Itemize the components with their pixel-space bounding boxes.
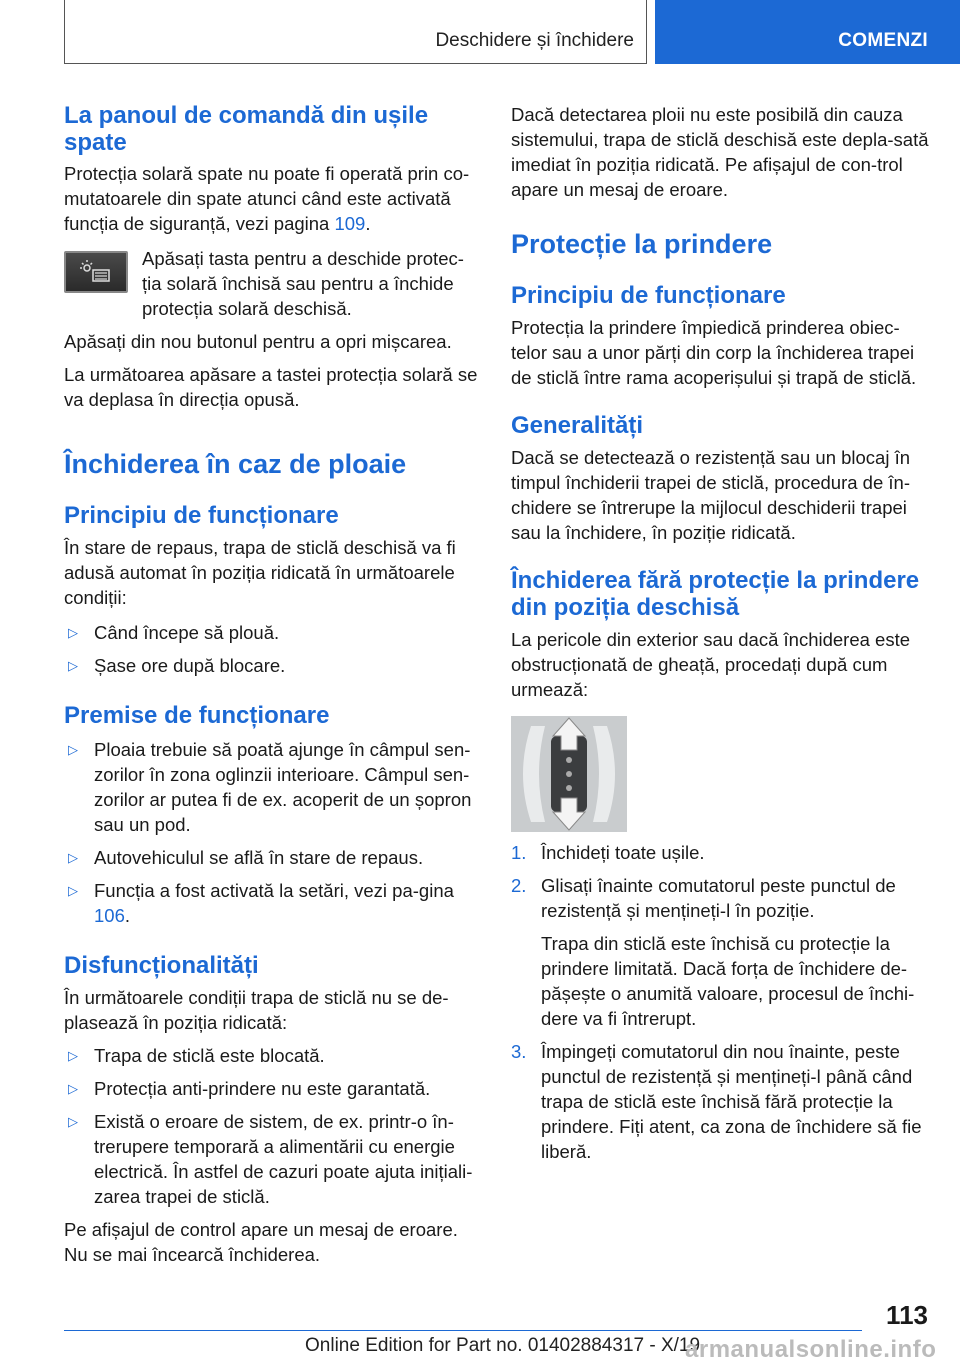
header-section-box <box>64 0 647 64</box>
page-number: 113 <box>886 1300 928 1330</box>
heading-malfunctions: Disfuncționalități <box>64 952 259 979</box>
paragraph-closing-without-protection: La pericole din exterior sau dacă închiderea este obstrucționată de gheață, procedați după cum urmează: <box>511 629 911 700</box>
heading-principle: Principiu de funcționare <box>511 282 786 309</box>
header-category-tab <box>655 0 960 64</box>
list-item: ▷ Șase ore după blocare. <box>68 655 286 676</box>
paragraph-rain-detection: Dacă detectarea ploii nu este posibilă din cauza sistemului, trapa de sticlă deschisă este depla-sată imediat în poziția ridicată. Pe afișajul de con-trol apare un mesaj de eroare. <box>511 104 929 200</box>
page-link-106[interactable]: 106 <box>94 905 125 926</box>
list-item: ▷ Funcția a fost activată la setări, vezi pa-gina 106. <box>68 880 454 926</box>
heading-prerequisites: Premise de funcționare <box>64 702 330 729</box>
left-column <box>64 102 480 1267</box>
step-1: 1. Închideți toate ușile. <box>511 842 705 863</box>
step-3: 3. Împingeți comutatorul din nou înainte, peste punctul de rezistență și mențineți-l până când trapa de sticlă este închisă fără protecție la prindere. Fiți atent, ca zona de închidere să fie liberă. <box>511 1041 922 1162</box>
watermark: armanualsonline.info <box>685 1336 937 1363</box>
paragraph-principle: Protecția la prindere împiedică prinderea obiec-telor sau a unor părți din corp la închiderea trapei de sticlă între rama acoperișului și trapă de sticlă. <box>511 317 917 388</box>
list-item: ▷ Există o eroare de sistem, de ex. printr-o în-trerupere temporară a alimentării cu energie electrică. În astfel de cazuri poate ajuta inițiali-zarea trapei de sticlă. <box>68 1111 473 1207</box>
step-2-note: Trapa din sticlă este închisă cu protecție la prindere limitată. Dacă forța de închidere de-pășește o anumită valoare, procesul de închi-dere va fi întrerupt. <box>541 933 915 1029</box>
page-link-109[interactable]: 109 <box>334 213 366 234</box>
right-column <box>511 102 929 1164</box>
header-category-label: COMENZI <box>838 30 928 51</box>
list-item: ▷ Ploaia trebuie să poată ajunge în câmpul sen-zorilor în zona oglinzii interioare. Câmpul sen-zorilor ar putea fi de ex. acoperit de un șopron sau un pod. <box>68 739 472 835</box>
heading-rain-closing: Închiderea în caz de ploaie <box>64 449 407 479</box>
paragraph-rear-2: Apăsați tasta pentru a deschide protec-ția solară închisă sau pentru a închide protecția solară deschisă. <box>142 248 464 319</box>
paragraph-rear-3: Apăsați din nou butonul pentru a opri mișcarea. <box>64 331 452 352</box>
step-2: 2. Glisați înainte comutatorul peste punctul de rezistență și mențineți-l în poziție. <box>511 875 896 921</box>
paragraph-error-message: Pe afișajul de control apare un mesaj de eroare. Nu se mai încearcă închiderea. <box>64 1219 458 1265</box>
list-item: ▷ Când începe să plouă. <box>68 622 280 643</box>
list-item: ▷ Protecția anti-prindere nu este garantată. <box>68 1078 431 1099</box>
paragraph-rear-1: Protecția solară spate nu poate fi operată prin co-mutatoarele din spate atunci când este activată funcția de siguranță, vezi pagina 109. <box>64 163 470 234</box>
paragraph-malfunctions: În următoarele condiții trapa de sticlă nu se de-plasează în poziția ridicată: <box>64 987 449 1033</box>
list-item: ▷ Trapa de sticlă este blocată. <box>68 1045 325 1066</box>
heading-rear-doors: La panoul de comandă din ușile spate <box>64 102 429 156</box>
sun-blind-button-icon <box>64 251 128 293</box>
paragraph-rear-4: La următoarea apăsare a tastei protecția solară se va deplasa în direcția opusă. <box>64 364 478 410</box>
heading-closing-without-protection: Închiderea fără protecție la prindere din poziția deschisă <box>511 567 920 621</box>
heading-principle: Principiu de funcționare <box>64 502 339 529</box>
paragraph-general: Dacă se detectează o rezistență sau un blocaj în timpul închiderii trapei de sticlă, procedura de în-chidere se întrerupe la mijlocul deschiderii trapei sau la închidere, în poziție ridicată. <box>511 447 911 543</box>
list-item: ▷ Autovehiculul se află în stare de repaus. <box>68 847 424 868</box>
paragraph-principle: În stare de repaus, trapa de sticlă deschisă va fi adusă automat în poziția ridicată în următoarele condiții: <box>64 537 456 608</box>
roof-switch-illustration <box>511 716 627 832</box>
header-section-title: Deschidere și închidere <box>435 30 634 51</box>
heading-general: Generalități <box>511 412 644 439</box>
footer-divider <box>64 1330 862 1331</box>
edition-note: Online Edition for Part no. 01402884317 - X/19 <box>305 1335 701 1356</box>
heading-pinch-protection: Protecție la prindere <box>511 229 773 259</box>
